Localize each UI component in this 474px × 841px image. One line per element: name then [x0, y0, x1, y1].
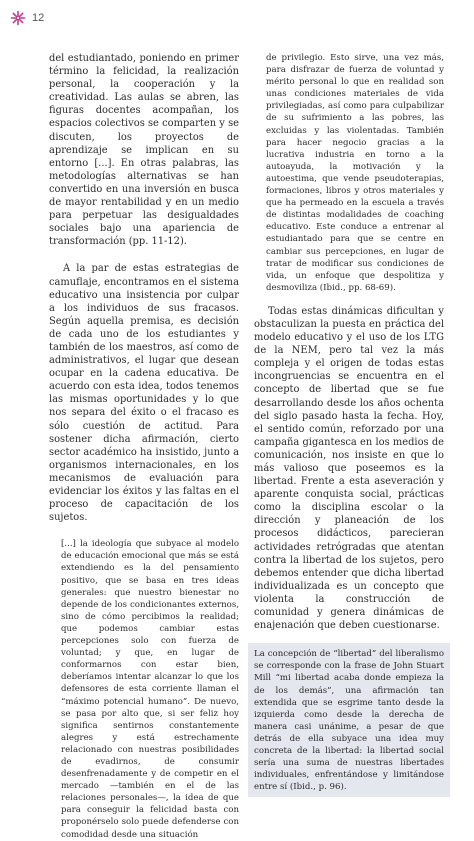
block-quote-liberalism: La concepción de “libertad” del liberalismo se corresponde con la frase de John Stuart Mill “mi libertad acaba donde empieza la de los demás”, una afirmación tan extendida que se esgrime tanto desde la izquierda como desde la derecha de manera casi unánime, a pesar de que detrás de ella subyace una idea muy concreta de la libertad: la libertad social sería una suma de nuestras libertades individuales, enfrentándose y limitándose entre sí (Ibid., p. 96). — [254, 649, 444, 793]
paragraph-freedom-concept: Todas estas dinámicas dificultan y obstaculizan la puesta en práctica del modelo educativo y el uso de los LTG de la NEM, pero tal vez la más compleja y el origen de todas estas incongruencias se encuentra en el concepto de libertad que se fue desarrollando desde los años ochenta del siglo pasado hasta la fecha. Hoy, el sentido común, reforzado por una campaña gigantesca en los medios de comunicación, nos insiste en que lo más valioso que poseemos es la libertad. Frente a esta aseveración y aparente conquista social, prácticas como la disciplina escolar o la dirección y planeación de los procesos didácticos, parecieran actividades retrógradas que atentan contra la libertad de los sujetos, pero debemos entender que dicha libertad individualizada es un concepto que violenta la construcción de comunidad y genera dinámicas de enajenación que deben cuestionarse. — [254, 305, 444, 632]
highlighted-quote-box — [248, 643, 450, 797]
page-header — [10, 8, 44, 28]
page-number: 12 — [32, 12, 45, 24]
paragraph-continued-quote: del estudiantado, poniendo en primer término la felicidad, la realización personal, la cooperación y la creatividad. Las aulas se abren, las figuras docentes acompañan, los espacios colectivos se comparten y se discuten, los proyectos de aprendizaje se implican en su entorno [...]. En otras palabras, las metodologías alternativas se han convertido en una inversión en busca de mayor rentabilidad y en un medio para perpetuar las desigualdades sociales bajo una apariencia de transformación (pp. 11-12). — [49, 53, 239, 248]
magenta-asterisk-logo-icon — [10, 10, 26, 26]
block-quote-positive-thinking: [...] la ideología que subyace al modelo de educación emocional que más se está extendiendo es la del pensamiento positivo, que se basa en tres ideas generales: que nuestro bienestar no depende de los condicionantes externos, sino de cómo percibimos la realidad; que podemos cambiar estas percepciones solo con fuerza de voluntad; y que, en lugar de conformarnos con estar bien, deberíamos intentar alcanzar lo que los defensores de esta corriente llaman el “máximo potencial humano”. De nuevo, se pasa por alto que, si ser feliz hoy significa sentirnos constantemente alegres y está estrechamente relacionado con nuestras posibilidades de evadirnos, de consumir desenfrenadamente y de competir en el mercado —también en el de las relaciones personales—, la idea de que para conseguir la felicidad basta con proponérselo solo puede defenderse con comodidad desde una situación — [61, 539, 239, 840]
paragraph-camouflage-strategies: A la par de estas estrategias de camuflaje, encontramos en el sistema educativo una insistencia por culpar a los individuos de sus fracasos. Según aquella premisa, es decisión de cada uno de los estudiantes y también de los maestros, así como de administrativos, el lugar que desean ocupar en la cadena educativa. De acuerdo con esta idea, todos tenemos las mismas oportunidades y lo que nos separa del éxito o el fracaso es sólo cuestión de actitud. Para sostener dicha afirmación, cierto sector académico ha insistido, junto a organismos internacionales, en los mecanismos de evaluación para evidenciar los éxitos y las faltas en el proceso de capacitación de los sujetos. — [49, 263, 239, 524]
left-column — [49, 52, 239, 841]
right-column — [254, 52, 444, 797]
block-quote-continued: de privilegio. Esto sirve, una vez más, para disfrazar de fuerza de voluntad y mérito personal lo que en realidad son unas condiciones materiales de vida privilegiadas, así como para culpabilizar de su sufrimiento a las pobres, las excluidas y las violentadas. También para hacer negocio gracias a la lucrativa industria en torno a la autoayuda, la motivación y la autoestima, que vende pseudoterapias, formaciones, libros y otros materiales y que ha permeado en la escuela a través de distintas modalidades de coaching educativo. Este conduce a entrenar al estudiantado para que se centre en cambiar sus percepciones, en lugar de tratar de modificar sus condiciones de vida, un enfoque que despolitiza y desmoviliza (Ibid., pp. 68-69). — [266, 53, 444, 293]
